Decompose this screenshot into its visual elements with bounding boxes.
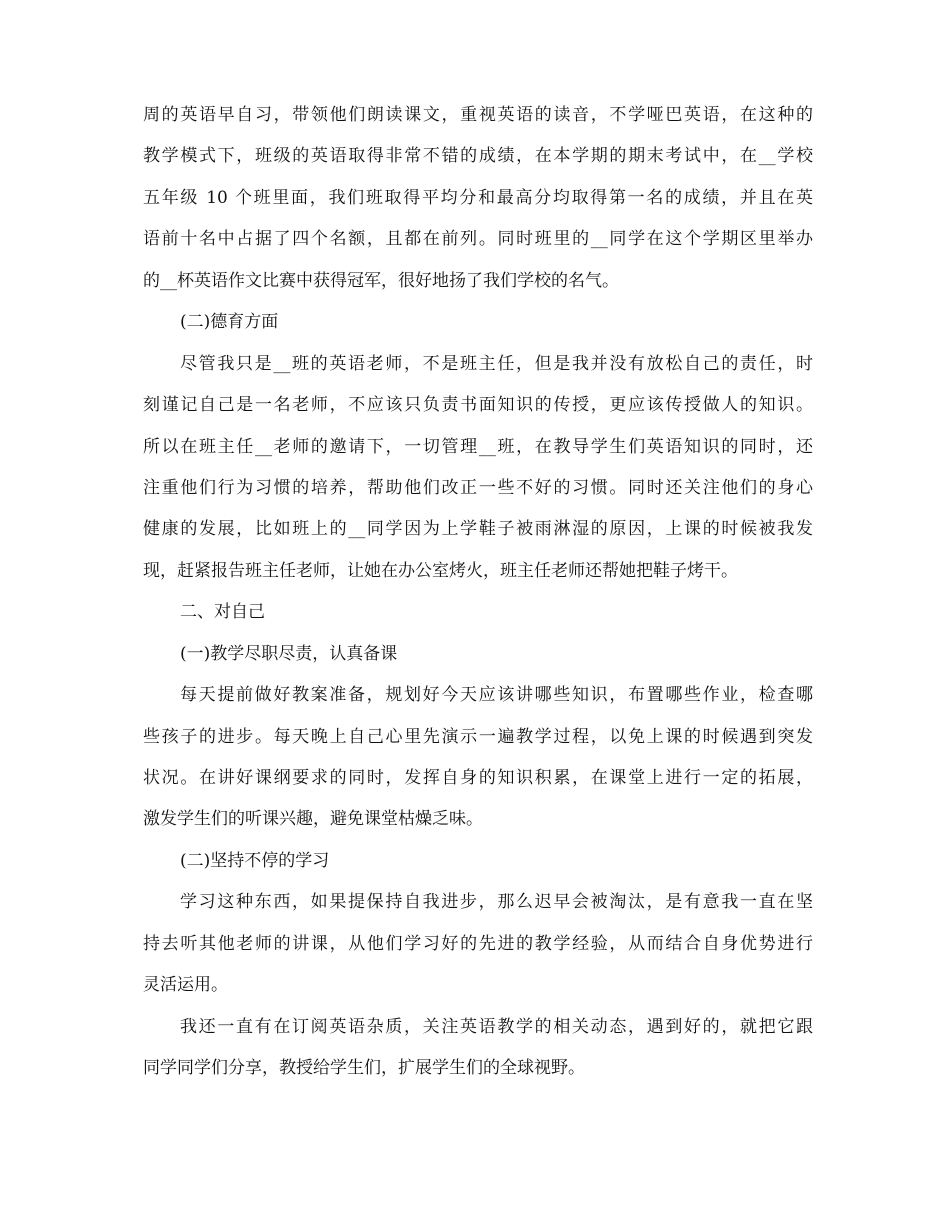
paragraph-line: 灵活运用。: [143, 975, 228, 996]
paragraph-line: 健康的发展，比如班上的__同学因为上学鞋子被雨淋湿的原因，上课的时候被我发: [143, 519, 813, 540]
paragraph-line: 持去听其他老师的讲课，从他们学习好的先进的教学经验，从而结合自身优势进行: [143, 933, 813, 954]
section-heading: (二)德育方面: [180, 312, 279, 333]
paragraph-line: 状况。在讲好课纲要求的同时，发挥自身的知识积累，在课堂上进行一定的拓展，: [143, 768, 813, 788]
paragraph-line: 所以在班主任__老师的邀请下，一切管理__班，在教导学生们英语知识的同时，还: [143, 436, 813, 457]
section-heading: (二)坚持不停的学习: [180, 850, 330, 871]
paragraph-line: 同学同学们分享，教授给学生们，扩展学生们的全球视野。: [143, 1058, 585, 1079]
document-body: [143, 105, 813, 1100]
paragraph-line: 现，赶紧报告班主任老师，让她在办公室烤火，班主任老师还帮她把鞋子烤干。: [143, 560, 738, 581]
section-heading: (一)教学尽职尽责，认真备课: [180, 643, 398, 664]
paragraph-line: 语前十名中占据了四个名额，且都在前列。同时班里的__同学在这个学期区里举办: [143, 229, 813, 250]
paragraph-line: 尽管我只是__班的英语老师，不是班主任，但是我并没有放松自己的责任，时: [180, 353, 813, 374]
paragraph-line: 的__杯英语作文比赛中获得冠军，很好地扬了我们学校的名气。: [143, 270, 619, 291]
paragraph-line: 些孩子的进步。每天晚上自己心里先演示一遍教学过程，以免上课的时候遇到突发: [143, 726, 813, 747]
paragraph-line: 五年级 10 个班里面，我们班取得平均分和最高分均取得第一名的成绩，并且在英: [143, 187, 813, 208]
paragraph-line: 注重他们行为习惯的培养，帮助他们改正一些不好的习惯。同时还关注他们的身心: [143, 477, 813, 498]
paragraph-line: 我还一直有在订阅英语杂质，关注英语教学的相关动态，遇到好的，就把它跟: [180, 1016, 813, 1037]
section-heading: 二、对自己: [180, 602, 265, 623]
paragraph-line: 激发学生们的听课兴趣，避免课堂枯燥乏味。: [143, 809, 483, 830]
paragraph-line: 周的英语早自习，带领他们朗读课文，重视英语的读音，不学哑巴英语，在这种的: [143, 105, 813, 125]
paragraph-line: 刻谨记自己是一名老师，不应该只负责书面知识的传授，更应该传授做人的知识。: [143, 395, 813, 416]
paragraph-line: 教学模式下，班级的英语取得非常不错的成绩，在本学期的期末考试中，在__学校: [143, 146, 813, 167]
paragraph-line: 学习这种东西，如果提保持自我进步，那么迟早会被淘汰，是有意我一直在坚: [180, 892, 813, 913]
paragraph-line: 每天提前做好教案准备，规划好今天应该讲哪些知识，布置哪些作业，检查哪: [180, 685, 813, 706]
